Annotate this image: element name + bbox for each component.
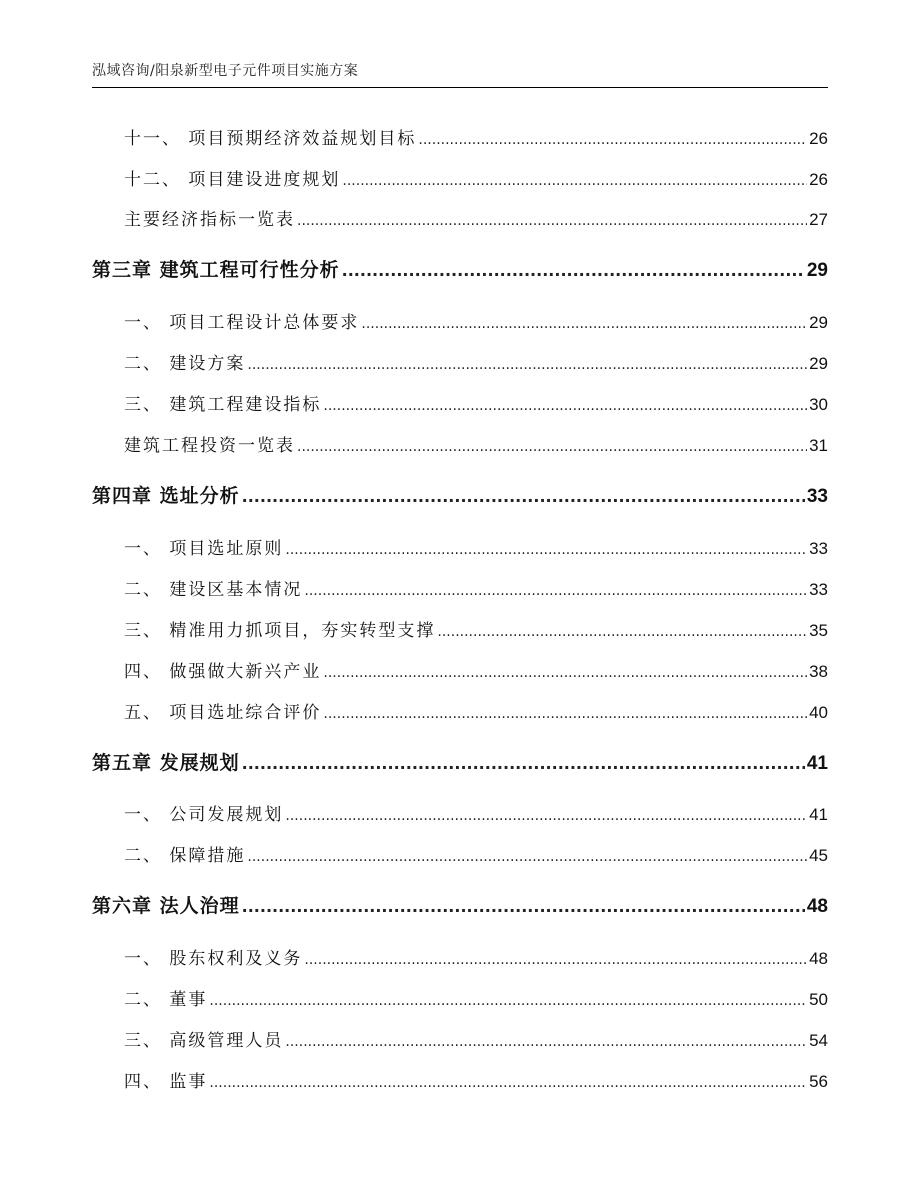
- toc-entry-title: 十二、 项目建设进度规划: [124, 170, 341, 190]
- toc-entry[interactable]: [92, 165, 828, 190]
- toc-entry[interactable]: [92, 390, 828, 415]
- toc-chapter-page: 29: [806, 260, 828, 281]
- dot-leader: [247, 357, 807, 373]
- toc-chapter[interactable]: [92, 255, 828, 282]
- toc-entry-page: 26: [809, 170, 828, 189]
- toc-entry-page: 48: [809, 949, 828, 968]
- toc-entry-title: 四、 监事: [124, 1072, 208, 1092]
- toc-entry-page: 30: [809, 395, 828, 414]
- toc-entry-page: 33: [809, 539, 828, 558]
- toc-entry-title: 一、 项目选址原则: [124, 539, 284, 559]
- toc-entry[interactable]: [92, 800, 828, 825]
- toc-chapter-title: 第六章 法人治理: [92, 895, 240, 917]
- toc-entry[interactable]: [92, 205, 828, 230]
- toc-entry[interactable]: [92, 308, 828, 333]
- toc-entry-title: 二、 建设方案: [124, 354, 246, 374]
- toc-entry-page: 38: [809, 662, 828, 681]
- toc-entry-title: 一、 公司发展规划: [124, 805, 284, 825]
- dot-leader: [209, 993, 807, 1009]
- dot-leader: [342, 173, 807, 189]
- dot-leader: [285, 808, 807, 824]
- dot-leader: [304, 583, 807, 599]
- running-header: 泓域咨询/阳泉新型电子元件项目实施方案: [92, 63, 359, 79]
- dot-leader: [285, 1034, 807, 1050]
- toc-entry-title: 二、 董事: [124, 990, 208, 1010]
- toc-entry-page: 40: [809, 703, 828, 722]
- toc-entry[interactable]: [92, 841, 828, 866]
- toc-entry-title: 主要经济指标一览表: [124, 210, 295, 230]
- toc-entry-title: 一、 项目工程设计总体要求: [124, 313, 360, 333]
- toc-entry-title: 一、 股东权利及义务: [124, 949, 303, 969]
- toc-entry-page: 27: [809, 210, 828, 229]
- toc-entry[interactable]: [92, 1067, 828, 1092]
- toc-chapter-title: 第四章 选址分析: [92, 485, 240, 507]
- toc-entry-title: 二、 建设区基本情况: [124, 580, 303, 600]
- toc-entry[interactable]: [92, 534, 828, 559]
- header-rule: [92, 87, 828, 88]
- toc-entry-page: 33: [809, 580, 828, 599]
- toc-entry-page: 50: [809, 990, 828, 1009]
- toc-entry[interactable]: [92, 1026, 828, 1051]
- dot-leader: [297, 213, 807, 229]
- dot-leader: [209, 1075, 807, 1091]
- dot-leader: [361, 316, 807, 332]
- toc-entry-title: 十一、 项目预期经济效益规划目标: [124, 129, 417, 149]
- toc-entry[interactable]: [92, 944, 828, 969]
- toc-entry[interactable]: [92, 431, 828, 456]
- toc-entry-title: 二、 保障措施: [124, 846, 246, 866]
- dot-leader: [285, 542, 807, 558]
- toc-entry-title: 四、 做强做大新兴产业: [124, 662, 322, 682]
- toc-entry[interactable]: [92, 985, 828, 1010]
- dot-leader: [418, 132, 807, 148]
- dot-leader: [297, 439, 807, 455]
- dot-leader: [247, 849, 807, 865]
- toc-entry-title: 三、 高级管理人员: [124, 1031, 284, 1051]
- toc-entry-page: 54: [809, 1031, 828, 1050]
- toc-entry-title: 三、 建筑工程建设指标: [124, 395, 322, 415]
- dot-leader: [242, 487, 805, 506]
- toc-entry-title: 五、 项目选址综合评价: [124, 703, 322, 723]
- toc-chapter-title: 第五章 发展规划: [92, 752, 240, 774]
- toc-entry-title: 三、 精准用力抓项目，夯实转型支撑: [124, 621, 436, 641]
- dot-leader: [323, 665, 807, 681]
- dot-leader: [304, 952, 807, 968]
- toc-entry-page: 56: [809, 1072, 828, 1091]
- toc-entry-page: 26: [809, 129, 828, 148]
- toc-chapter[interactable]: [92, 891, 828, 918]
- toc-entry-title: 建筑工程投资一览表: [124, 436, 295, 456]
- toc-entry[interactable]: [92, 349, 828, 374]
- dot-leader: [342, 261, 805, 280]
- toc-entry[interactable]: [92, 698, 828, 723]
- toc-entry-page: 29: [809, 354, 828, 373]
- dot-leader: [437, 624, 807, 640]
- toc-chapter-page: 41: [806, 753, 828, 774]
- toc-chapter[interactable]: [92, 748, 828, 775]
- dot-leader: [323, 398, 807, 414]
- toc-entry[interactable]: [92, 124, 828, 149]
- toc-chapter[interactable]: [92, 481, 828, 508]
- toc-chapter-page: 48: [806, 896, 828, 917]
- toc-entry-page: 29: [809, 313, 828, 332]
- dot-leader: [242, 754, 805, 773]
- dot-leader: [242, 897, 805, 916]
- toc-entry-page: 35: [809, 621, 828, 640]
- toc-entry-page: 31: [809, 436, 828, 455]
- toc-entry[interactable]: [92, 657, 828, 682]
- toc-chapter-title: 第三章 建筑工程可行性分析: [92, 259, 340, 281]
- toc-entry-page: 41: [809, 805, 828, 824]
- toc-entry[interactable]: [92, 616, 828, 641]
- toc-entry[interactable]: [92, 575, 828, 600]
- dot-leader: [323, 706, 807, 722]
- toc-chapter-page: 33: [806, 486, 828, 507]
- toc-entry-page: 45: [809, 846, 828, 865]
